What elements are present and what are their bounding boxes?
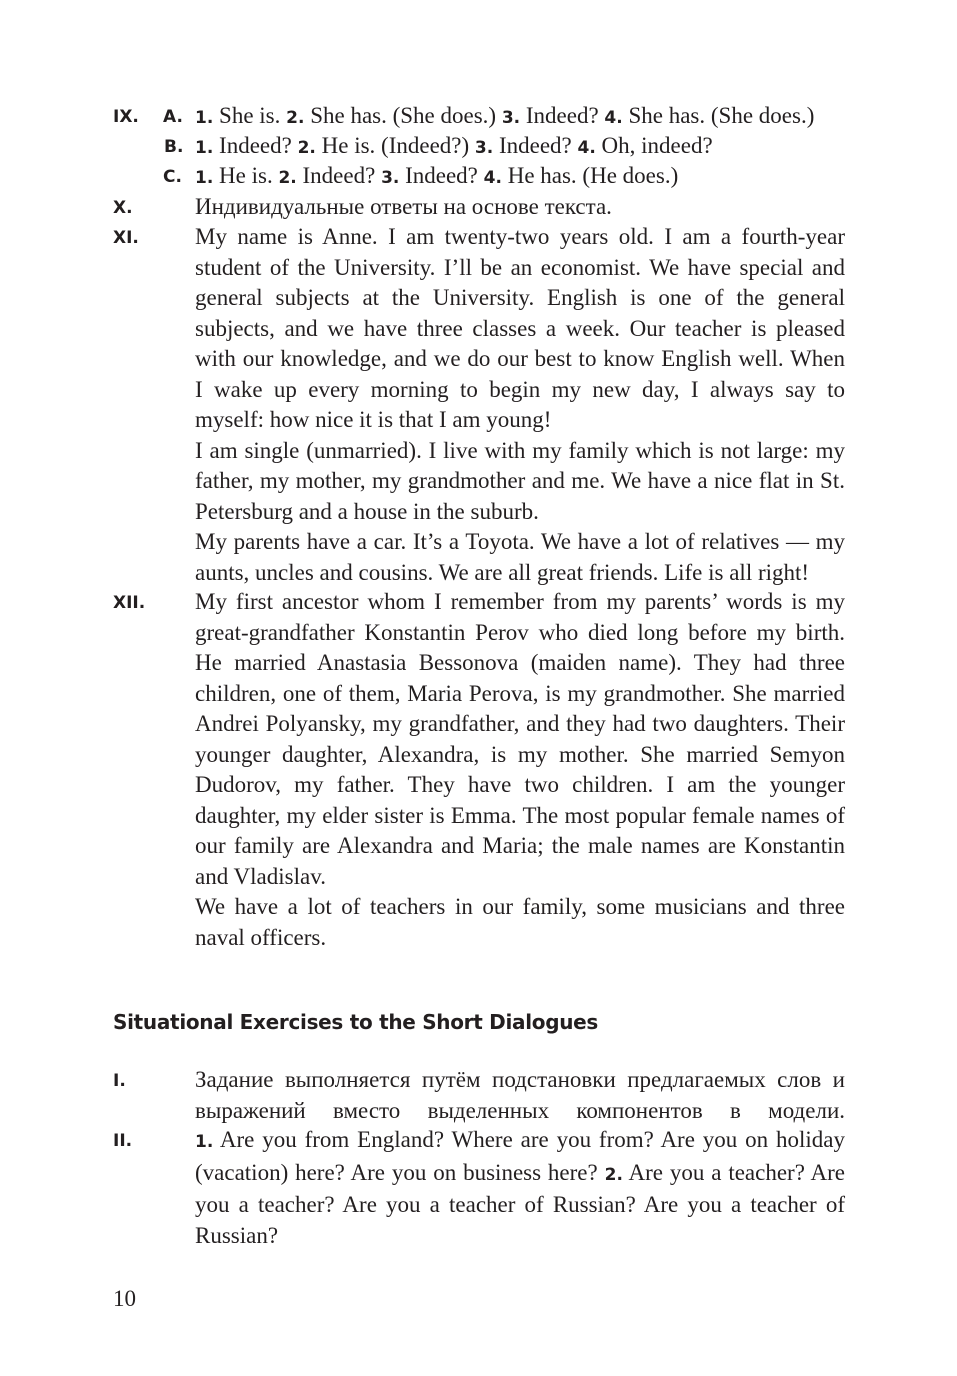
answer-number: 4. xyxy=(577,138,596,158)
answer-text: Oh, indeed? xyxy=(601,133,713,158)
answer-text: He is. (Indeed?) xyxy=(321,133,470,158)
answer-number: 1. xyxy=(195,1132,214,1152)
exercise-number: XI. xyxy=(113,228,139,248)
answer-number: 3. xyxy=(474,138,494,158)
answers-ix-a xyxy=(195,101,845,134)
answer-number: 1. xyxy=(195,138,214,158)
answer-number: 3. xyxy=(381,168,400,188)
exercise-text xyxy=(195,1065,845,1126)
exercise-number: IX. xyxy=(113,107,139,127)
sub-label-a: A. xyxy=(163,107,183,127)
answers-ix-c xyxy=(195,161,845,194)
answer-number: 1. xyxy=(195,168,214,188)
exercise-text xyxy=(195,587,845,953)
exercise-number: I. xyxy=(113,1071,126,1091)
answer-number: 2. xyxy=(604,1164,623,1185)
paragraph: We have a lot of teachers in our family, some musicians and three naval officers. xyxy=(195,894,845,950)
answer-text: Indeed? xyxy=(498,133,572,158)
paragraph xyxy=(195,1125,845,1251)
answer-text: Are you from England? Where are you from? Are you on holiday (vacation) here? Are you on business here? xyxy=(195,1127,846,1185)
exercise-number: X. xyxy=(113,198,133,218)
answer-text: He is. xyxy=(219,163,273,188)
answer-text: She has. (She does.) xyxy=(310,103,497,128)
section-heading: Situational Exercises to the Short Dialogues xyxy=(113,1010,599,1034)
answer-text: She has. (She does.) xyxy=(628,103,815,128)
paragraph: Задание выполняется путём подстановки предлагаемых слов и выражений вместо выделенных компонентов в модели. xyxy=(195,1067,845,1123)
exercise-number: XII. xyxy=(113,593,146,613)
answer-number: 2. xyxy=(286,108,305,128)
exercise-text xyxy=(195,222,845,588)
answer-number: 3. xyxy=(501,108,521,128)
exercise-text xyxy=(195,1125,845,1251)
answers-ix-b xyxy=(195,131,845,164)
answer-number: 4. xyxy=(483,168,502,188)
answer-text: Are you a teacher? Are you a teacher? Are you a teacher of Russian? Are you a teacher of Russian? xyxy=(195,1159,846,1248)
answer-text: She is. xyxy=(219,103,281,128)
sub-label-b: B. xyxy=(164,137,184,157)
sub-label-c: C. xyxy=(163,167,182,187)
answer-text: Indeed? xyxy=(219,133,292,158)
exercise-number: II. xyxy=(113,1131,133,1151)
page-number: 10 xyxy=(113,1286,136,1311)
answer-text: Indeed? xyxy=(405,163,478,188)
paragraph: My parents have a car. It’s a Toyota. We have a lot of relatives — my aunts, uncles and cousins. We are all great friends. Life is all right! xyxy=(195,529,845,585)
exercise-text: Индивидуальные ответы на основе текста. xyxy=(195,194,612,219)
answer-text: Indeed? xyxy=(525,103,599,128)
paragraph: My first ancestor whom I remember from my parents’ words is my great-grandfather Konstantin Perov who died long before my birth. He married Anastasia Bessonova (maiden name). They had three children, one of them, Maria Perova, is my grandmother. She married Andrei Polyansky, my grandfather, and they had two daughters. Their younger daughter, Alexandra, is my mother. She married Semyon Dudorov, my father. They have two children. I am the younger daughter, my elder sister is Emma. The most popular female names of our family are Alexandra and Maria; the male names are Konstantin and Vladislav. xyxy=(195,589,845,889)
answer-number: 1. xyxy=(195,108,214,128)
answer-text: He has. (He does.) xyxy=(507,163,679,188)
paragraph: My name is Anne. I am twenty-two years old. I am a fourth-year student of the University. I’ll be an economist. We have special and general subjects at the University. English is one of the general subjects, and we have three classes a week. Our teacher is pleased with our knowledge, and we do our best to know English well. When I wake up every morning to begin my new day, I always say to myself: how nice it is that I am young! xyxy=(195,224,845,432)
answer-number: 2. xyxy=(297,138,316,158)
answer-text: Indeed? xyxy=(302,163,376,188)
answer-number: 2. xyxy=(278,168,297,188)
paragraph: I am single (unmarried). I live with my family which is not large: my father, my mother, my grandmother and me. We have a nice flat in St. Petersburg and a house in the suburb. xyxy=(195,437,845,524)
answer-number: 4. xyxy=(604,108,623,128)
